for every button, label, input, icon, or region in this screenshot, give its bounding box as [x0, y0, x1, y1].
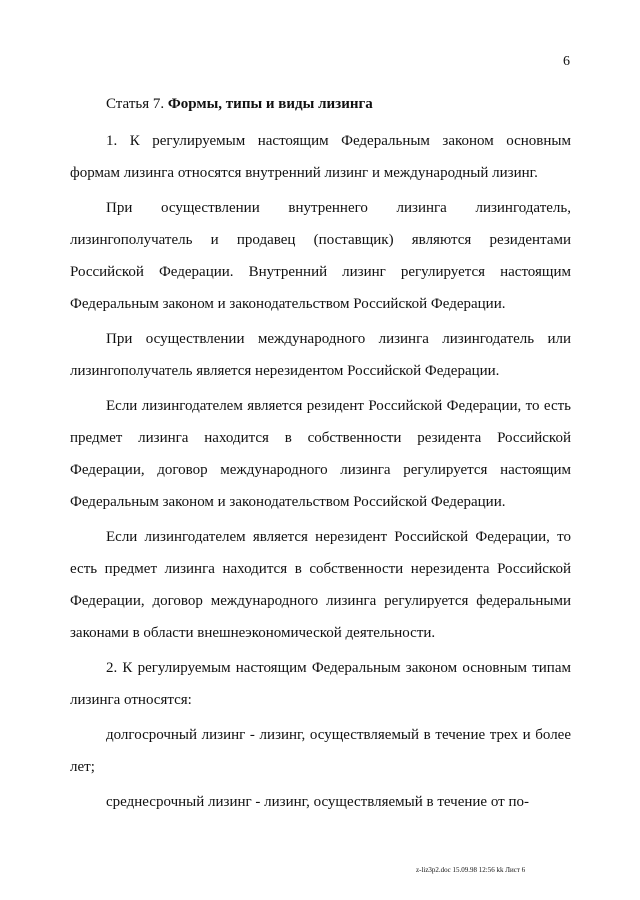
- paragraph-resident-lessor: Если лизингодателем является резидент Российской Федерации, то есть предмет лизинга находится в собственности резидента Российской Федерации, договор международного лизинга регулируется настоящим Федеральным законом и законодательством Российской Федерации.: [70, 398, 571, 510]
- page-number: 6: [563, 54, 570, 69]
- paragraph-types: 2. К регулируемым настоящим Федеральным законом основным типам лизинга относятся:: [70, 660, 571, 708]
- paragraph-nonresident-lessor: Если лизингодателем является нерезидент Российской Федерации, то есть предмет лизинга находится в собственности нерезидента Российской Федерации, договор международного лизинга регулируется федеральными законами в области внешнеэкономической деятельности.: [70, 529, 571, 641]
- paragraph-international-leasing: При осуществлении международного лизинга лизингодатель или лизингополучатель является нерезидентом Российской Федерации.: [70, 331, 571, 379]
- paragraph-internal-leasing: При осуществлении внутреннего лизинга лизингодатель, лизингополучатель и продавец (поставщик) являются резидентами Российской Федерации. Внутренний лизинг регулируется настоящим Федеральным законом и законодательством Российской Федерации.: [70, 200, 571, 312]
- paragraph-long-term: долгосрочный лизинг - лизинг, осуществляемый в течение трех и более лет;: [70, 727, 571, 775]
- paragraph-forms: 1. К регулируемым настоящим Федеральным законом основным формам лизинга относятся внутренний лизинг и международный лизинг.: [70, 133, 571, 181]
- paragraph-medium-term: среднесрочный лизинг - лизинг, осуществляемый в течение от по-: [106, 794, 529, 810]
- article-title: Формы, типы и виды лизинга: [167, 96, 373, 112]
- document-body: [70, 88, 571, 818]
- article-heading: [106, 88, 571, 120]
- article-label: Статья 7.: [106, 96, 165, 112]
- document-footer: z-liz3p2.doc 15.09.98 12:56 kk Лист 6: [416, 866, 526, 874]
